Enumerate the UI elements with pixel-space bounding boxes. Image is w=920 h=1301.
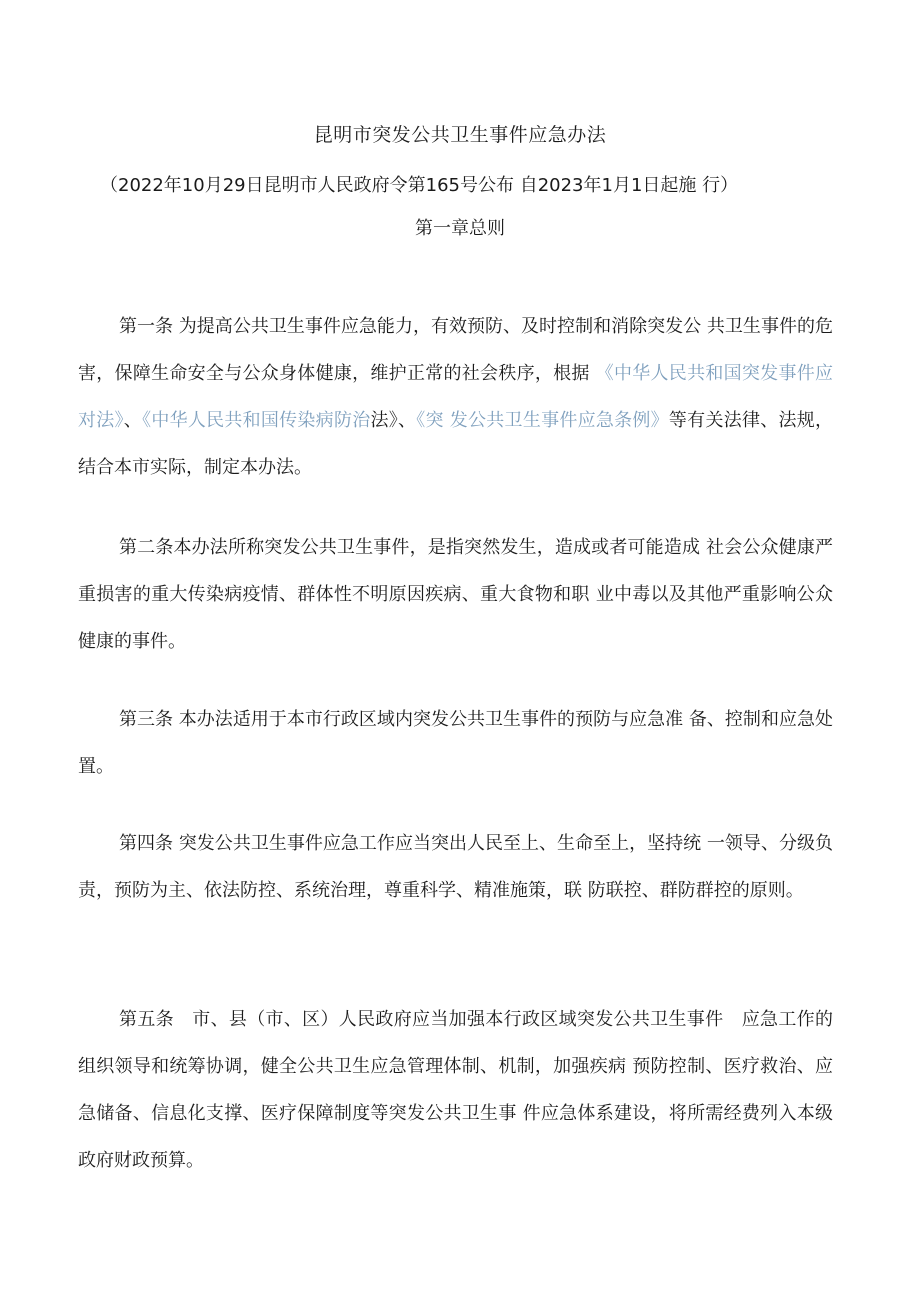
article-1-text-2: 、 <box>123 410 143 431</box>
article-1 <box>78 303 833 491</box>
article-1-text-4: 等有关法律、法规，结合本市实际，制定本办法。 <box>78 410 834 478</box>
article-1-text-3: 法》、 <box>370 410 417 431</box>
article-2: 第二条本办法所称突发公共卫生事件，是指突然发生，造成或者可能造成 社会公众健康严重损害的重大传染病疫情、群体性不明原因疾病、重大食物和职 业中毒以及其他严重影响公众健康的事件。 <box>78 537 833 652</box>
article-3: 第三条 本办法适用于本市行政区域内突发公共卫生事件的预防与应急准 备、控制和应急处置。 <box>78 709 833 777</box>
article-1-text-1: 第一条 为提高公共卫生事件应急能力，有效预防、及时控制和消除突发公 共卫生事件的危害，保障生命安全与公众身体健康，维护正常的社会秩序，根据 <box>78 316 833 384</box>
law-link-public-health-emergency-regulations[interactable]: 《突 发公共卫生事件应急条例》 <box>416 410 669 431</box>
article-5: 第五条 市、县（市、区）人民政府应当加强本行政区域突发公共卫生事件 应急工作的组织领导和统筹协调，健全公共卫生应急管理体制、机制，加强疾病 预防控制、医疗救治、应急储备、信息化支撑、医疗保障制度等突发公共卫生事 件应急体系建设，将所需经费列入本级政府财政预算。 <box>78 1009 833 1171</box>
article-4: 第四条 突发公共卫生事件应急工作应当突出人民至上、生命至上，坚持统 一领导、分级负责，预防为主、依法防控、系统治理，尊重科学、精准施策，联 防联控、群防群控的原则。 <box>78 833 833 901</box>
document-title: 昆明市突发公共卫生事件应急办法 <box>313 124 607 146</box>
law-link-emergency-response-act[interactable]: 《中华人民共和国突发事件应对法》 <box>78 363 834 431</box>
document-subtitle: （2022年10月29日昆明市人民政府令第165号公布 自2023年1月1日起施 行） <box>100 175 739 196</box>
law-link-infectious-disease-law[interactable]: 《中华人民共和国传染病防治 <box>142 410 371 431</box>
chapter-heading: 第一章总则 <box>415 218 505 239</box>
